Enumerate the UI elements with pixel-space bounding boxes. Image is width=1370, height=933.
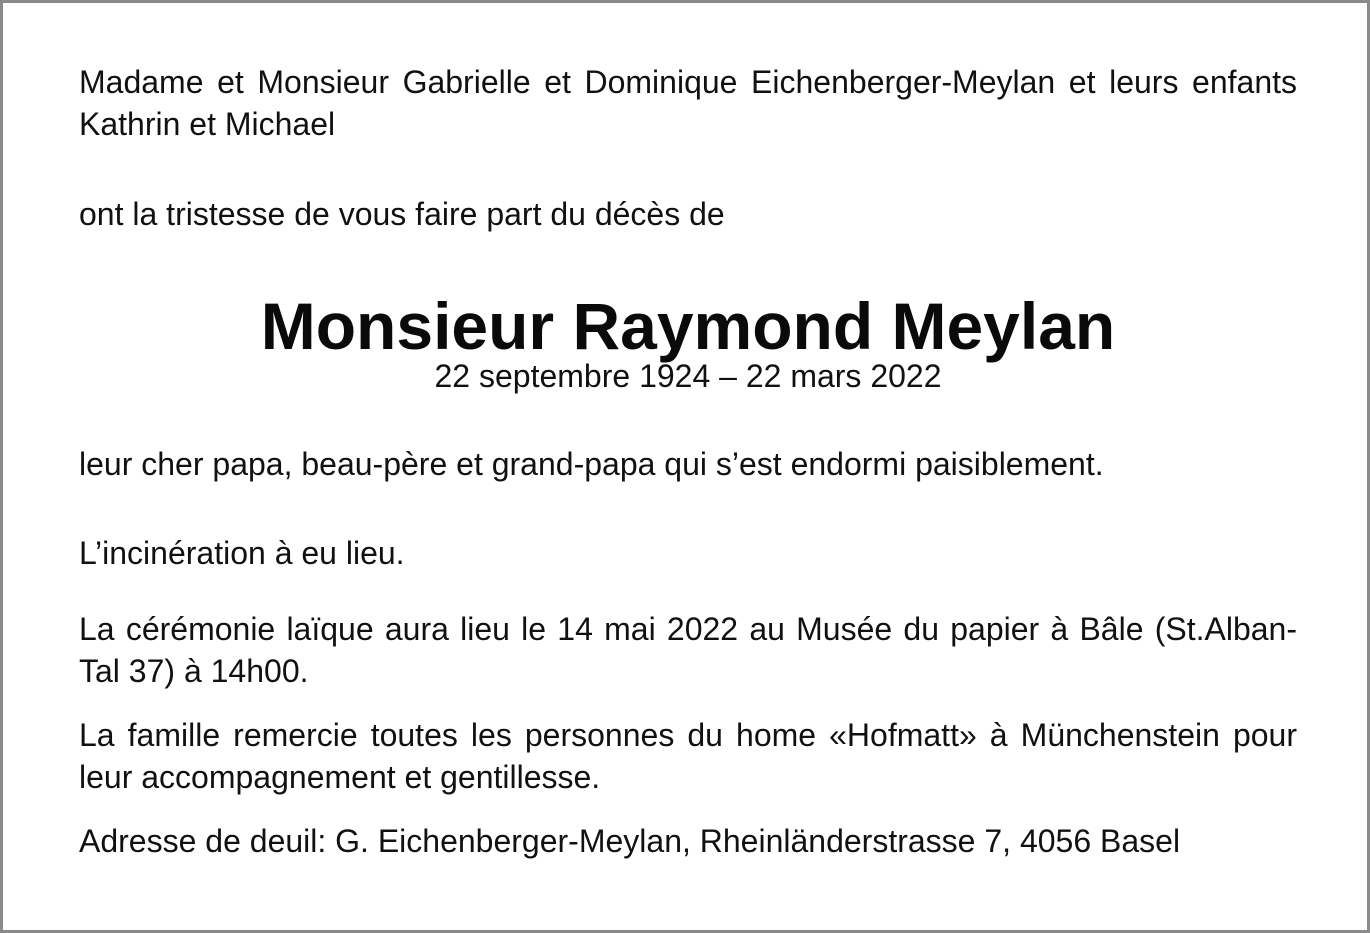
- announcement-intro: ont la tristesse de vous faire part du décès de: [79, 196, 725, 232]
- obituary-notice-content: [79, 61, 1297, 862]
- deceased-name: Monsieur Raymond Meylan: [260, 289, 1116, 363]
- family-announcement: Madame et Monsieur Gabrielle et Dominique Eichenberger-Meylan et leurs enfants Kathrin et Michael: [79, 64, 1297, 142]
- relation-text: leur cher papa, beau-père et grand-papa qui s’est endormi paisiblement.: [79, 446, 1104, 482]
- thanks-text: La famille remercie toutes les personnes du home «Hofmatt» à Münchenstein pour leur accompagnement et gentillesse.: [79, 717, 1297, 795]
- life-dates: 22 septembre 1924 – 22 mars 2022: [434, 358, 942, 394]
- cremation-text: L’incinération à eu lieu.: [79, 535, 405, 571]
- mourning-address: Adresse de deuil: G. Eichenberger-Meylan, Rheinländerstrasse 7, 4056 Basel: [79, 823, 1181, 859]
- ceremony-details: La cérémonie laïque aura lieu le 14 mai 2022 au Musée du papier à Bâle (St.Alban-Tal 37) à 14h00.: [79, 611, 1297, 689]
